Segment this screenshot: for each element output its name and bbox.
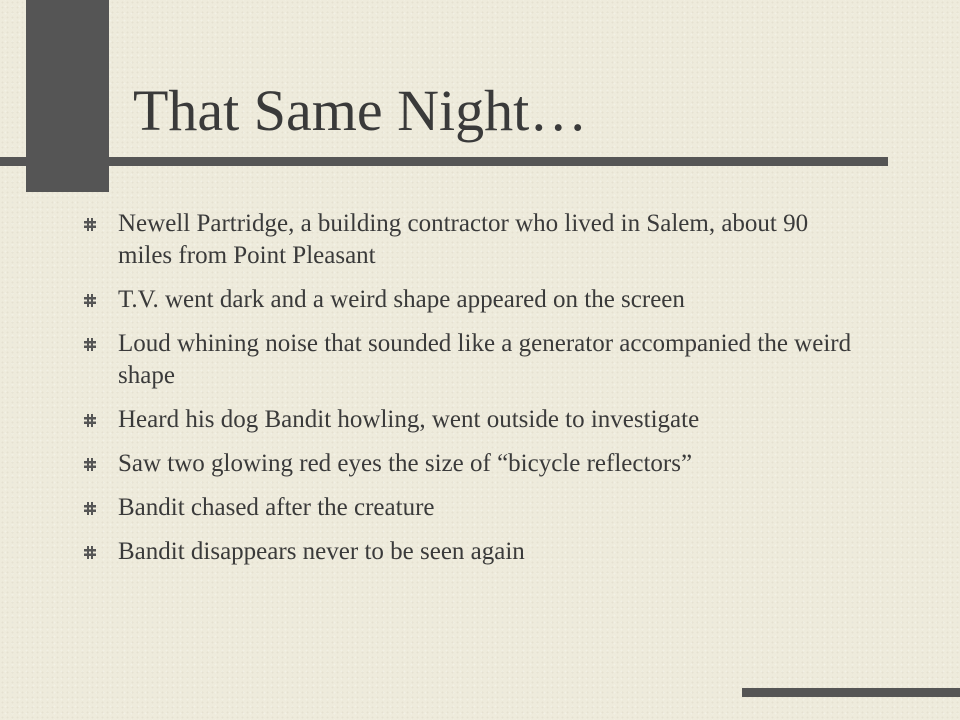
bullet-item — [84, 208, 864, 272]
bullet-text: T.V. went dark and a weird shape appeared on the screen — [118, 286, 685, 313]
hash-bullet-icon — [84, 502, 96, 515]
bullet-text: Heard his dog Bandit howling, went outside to investigate — [118, 406, 700, 433]
slide-title: That Same Night… — [133, 78, 588, 143]
bullet-item — [84, 404, 864, 436]
hash-bullet-icon — [84, 414, 96, 427]
hash-bullet-icon — [84, 338, 96, 351]
bullet-item — [84, 448, 864, 480]
bullet-text: Newell Partridge, a building contractor who lived in Salem, about 90 miles from Point Pleasant — [118, 210, 809, 269]
decorative-footer-rule — [742, 688, 960, 697]
bullet-list — [84, 208, 864, 580]
bullet-text: Saw two glowing red eyes the size of “bicycle reflectors” — [118, 450, 693, 477]
bullet-item — [84, 492, 864, 524]
hash-bullet-icon — [84, 546, 96, 559]
decorative-title-rule — [0, 157, 888, 166]
bullet-text: Bandit chased after the creature — [118, 494, 435, 521]
hash-bullet-icon — [84, 218, 96, 231]
bullet-text: Loud whining noise that sounded like a generator accompanied the weird shape — [118, 330, 852, 389]
bullet-item — [84, 328, 864, 392]
bullet-text: Bandit disappears never to be seen again — [118, 538, 525, 565]
bullet-item — [84, 284, 864, 316]
hash-bullet-icon — [84, 294, 96, 307]
bullet-item — [84, 536, 864, 568]
hash-bullet-icon — [84, 458, 96, 471]
